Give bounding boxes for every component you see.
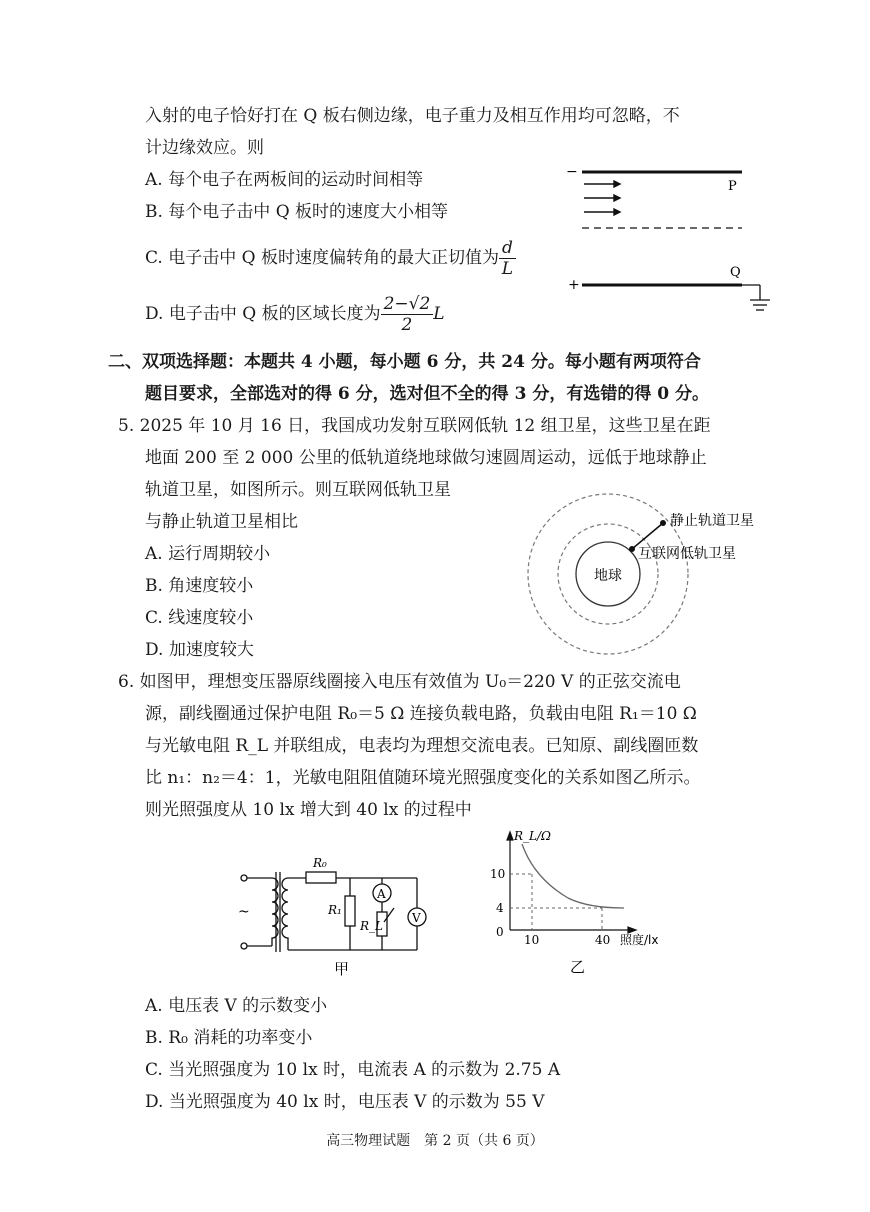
frac-numerator: 2−√2 bbox=[381, 294, 434, 315]
primary-coil bbox=[272, 878, 278, 946]
q5-option-b: B. 角速度较小 bbox=[145, 576, 254, 596]
q6-graph-figure bbox=[478, 826, 678, 976]
circuit-caption: 甲 bbox=[334, 960, 350, 978]
frac-denominator: L bbox=[501, 259, 514, 279]
q4-option-c bbox=[145, 236, 516, 280]
secondary-coil bbox=[282, 878, 288, 946]
q5-line-4: 与静止轨道卫星相比 bbox=[145, 512, 298, 532]
q4-option-d-tail: L bbox=[433, 304, 445, 324]
y-tick-4: 4 bbox=[496, 901, 504, 915]
q4-option-c-text: C. 电子击中 Q 板时速度偏转角的最大正切值为 bbox=[145, 248, 499, 268]
resistor-r1 bbox=[345, 896, 355, 926]
q6-circuit-figure bbox=[232, 850, 432, 980]
q6-line-3: 与光敏电阻 R_L 并联组成，电表均为理想交流电表。已知原、副线圈匝数 bbox=[145, 736, 699, 756]
r0-label: R₀ bbox=[313, 856, 327, 870]
source-terminal-bottom bbox=[241, 943, 247, 949]
geo-satellite-label: 静止轨道卫星 bbox=[670, 513, 754, 529]
q4-line-2: 计边缘效应。则 bbox=[145, 138, 264, 158]
q4-line-1: 入射的电子恰好打在 Q 板右侧边缘，电子重力及相互作用均可忽略，不 bbox=[145, 106, 680, 126]
q4-option-c-fraction bbox=[499, 238, 516, 279]
source-terminal-top bbox=[241, 875, 247, 881]
q6-line-5: 则光照强度从 10 lx 增大到 40 lx 的过程中 bbox=[145, 800, 472, 820]
earth-label: 地球 bbox=[594, 568, 622, 584]
x-axis-label: 照度/lx bbox=[620, 933, 659, 947]
resistor-r0 bbox=[306, 872, 336, 883]
source-symbol: ~ bbox=[238, 904, 250, 920]
q5-line-2: 地面 200 至 2 000 公里的低轨道绕地球做匀速圆周运动，远低于地球静止 bbox=[145, 448, 707, 468]
x-tick-40: 40 bbox=[595, 933, 611, 947]
leo-satellite-label: 互联网低轨卫星 bbox=[638, 546, 736, 562]
leo-satellite-icon bbox=[629, 546, 635, 552]
plate-q-label: Q bbox=[730, 265, 741, 280]
q6-line-1: 6. 如图甲，理想变压器原线圈接入电压有效值为 U₀＝220 V 的正弦交流电 bbox=[118, 672, 681, 692]
q6-option-c: C. 当光照强度为 10 lx 时，电流表 A 的示数为 2.75 A bbox=[145, 1060, 561, 1080]
rl-curve bbox=[522, 844, 624, 908]
graph-caption: 乙 bbox=[570, 958, 586, 976]
section-2-heading: 二、双项选择题：本题共 4 小题，每小题 6 分，共 24 分。每小题有两项符合 bbox=[108, 352, 701, 372]
ground-icon bbox=[742, 285, 770, 310]
y-axis-label: R_L/Ω bbox=[514, 829, 551, 843]
geo-satellite-icon bbox=[660, 520, 666, 526]
q4-option-b: B. 每个电子击中 Q 板时的速度大小相等 bbox=[145, 202, 449, 222]
q5-option-a: A. 运行周期较小 bbox=[145, 544, 271, 564]
q5-option-d: D. 加速度较大 bbox=[145, 640, 254, 660]
q5-line-3: 轨道卫星，如图所示。则互联网低轨卫星 bbox=[145, 480, 451, 500]
q6-option-a: A. 电压表 V 的示数变小 bbox=[145, 996, 328, 1016]
q5-option-c: C. 线速度较小 bbox=[145, 608, 254, 628]
x-tick-10: 10 bbox=[524, 933, 540, 947]
q4-option-d-fraction bbox=[381, 294, 434, 335]
q4-option-d bbox=[145, 292, 445, 336]
q6-option-b: B. R₀ 消耗的功率变小 bbox=[145, 1028, 313, 1048]
q4-option-a: A. 每个电子在两板间的运动时间相等 bbox=[145, 170, 424, 190]
electron-beam-arrows bbox=[584, 181, 620, 215]
q5-line-1: 5. 2025 年 10 月 16 日，我国成功发射互联网低轨 12 组卫星，这些卫星在距 bbox=[118, 416, 711, 436]
light-arrow bbox=[384, 908, 394, 922]
origin-label: 0 bbox=[496, 925, 504, 939]
rl-label: R_L bbox=[360, 919, 384, 933]
q4-plates-figure bbox=[560, 160, 780, 320]
voltmeter-label: V bbox=[412, 911, 421, 925]
q6-option-d: D. 当光照强度为 40 lx 时，电压表 V 的示数为 55 V bbox=[145, 1092, 545, 1112]
q6-line-2: 源，副线圈通过保护电阻 R₀＝5 Ω 连接负载电路，负载由电阻 R₁＝10 Ω bbox=[145, 704, 697, 724]
ammeter-label: A bbox=[377, 887, 386, 901]
q6-line-4: 比 n₁：n₂＝4：1，光敏电阻阻值随环境光照强度变化的关系如图乙所示。 bbox=[145, 768, 701, 788]
q4-option-d-text: D. 电子击中 Q 板的区域长度为 bbox=[145, 304, 381, 324]
plate-p-minus-label: − bbox=[566, 164, 578, 180]
r1-label: R₁ bbox=[328, 903, 342, 917]
frac-denominator: 2 bbox=[401, 315, 413, 335]
q5-orbit-figure bbox=[520, 490, 790, 660]
plate-q-plus-label: + bbox=[568, 277, 580, 293]
y-tick-10: 10 bbox=[490, 867, 506, 881]
plate-p-label: P bbox=[728, 179, 737, 194]
section-2-instructions: 题目要求，全部选对的得 6 分，选对但不全的得 3 分，有选错的得 0 分。 bbox=[145, 384, 709, 404]
page-footer: 高三物理试题 第 2 页（共 6 页） bbox=[326, 1133, 544, 1149]
frac-numerator: d bbox=[499, 238, 516, 259]
